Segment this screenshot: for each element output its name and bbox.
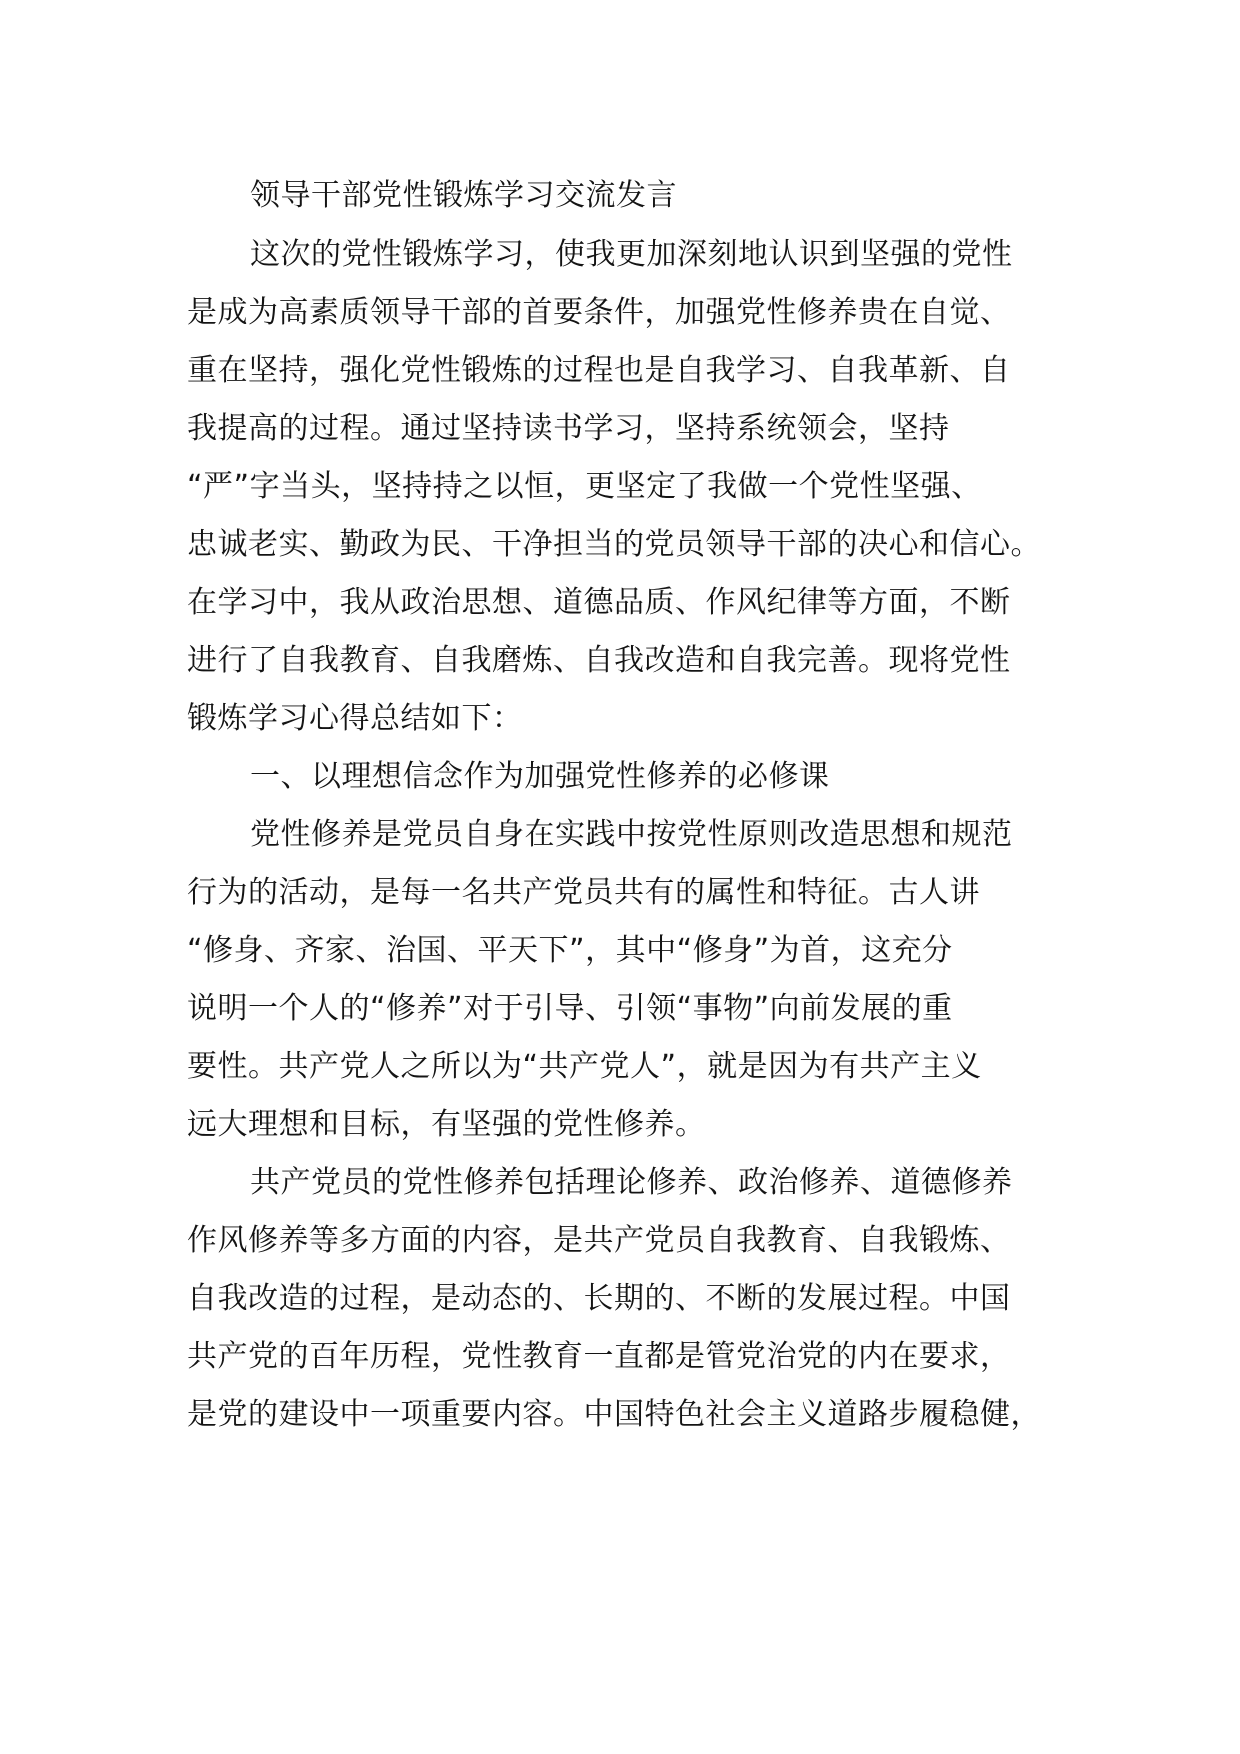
paragraph-line: 忠诚老实、勤政为民、干净担当的党员领导干部的决心和信心。 xyxy=(187,527,1041,562)
paragraph-line: 说明一个人的“修养”对于引导、引领“事物”向前发展的重 xyxy=(187,991,953,1026)
paragraph-line: 是党的建设中一项重要内容。中国特色社会主义道路步履稳健， xyxy=(187,1397,1041,1432)
document-title: 领导干部党性锻炼学习交流发言 xyxy=(250,178,677,213)
paragraph-line: “严”字当头，坚持持之以恒，更坚定了我做一个党性坚强、 xyxy=(187,469,982,504)
paragraph-line: 共产党的百年历程，党性教育一直都是管党治党的内在要求， xyxy=(187,1339,1011,1374)
paragraph-line: 进行了自我教育、自我磨炼、自我改造和自我完善。现将党性 xyxy=(187,643,1011,678)
paragraph-line: 我提高的过程。通过坚持读书学习，坚持系统领会，坚持 xyxy=(187,411,950,446)
paragraph-line: 要性。共产党人之所以为“共产党人”，就是因为有共产主义 xyxy=(187,1049,982,1084)
paragraph-line: 自我改造的过程，是动态的、长期的、不断的发展过程。中国 xyxy=(187,1281,1011,1316)
paragraph-line: 这次的党性锻炼学习，使我更加深刻地认识到坚强的党性 xyxy=(250,237,1013,272)
section-heading: 一、以理想信念作为加强党性修养的必修课 xyxy=(250,759,830,794)
paragraph-line: 远大理想和目标，有坚强的党性修养。 xyxy=(187,1107,706,1142)
paragraph-line: 锻炼学习心得总结如下： xyxy=(187,701,523,736)
paragraph-line: 在学习中，我从政治思想、道德品质、作风纪律等方面，不断 xyxy=(187,585,1011,620)
paragraph-line: “修身、齐家、治国、平天下”，其中“修身”为首，这充分 xyxy=(187,933,953,968)
paragraph-line: 共产党员的党性修养包括理论修养、政治修养、道德修养 xyxy=(250,1165,1013,1200)
paragraph-line: 作风修养等多方面的内容，是共产党员自我教育、自我锻炼、 xyxy=(187,1223,1011,1258)
paragraph-line: 是成为高素质领导干部的首要条件，加强党性修养贵在自觉、 xyxy=(187,295,1011,330)
paragraph-line: 党性修养是党员自身在实践中按党性原则改造思想和规范 xyxy=(250,817,1013,852)
paragraph-line: 重在坚持，强化党性锻炼的过程也是自我学习、自我革新、自 xyxy=(187,353,1011,388)
paragraph-line: 行为的活动，是每一名共产党员共有的属性和特征。古人讲 xyxy=(187,875,980,910)
